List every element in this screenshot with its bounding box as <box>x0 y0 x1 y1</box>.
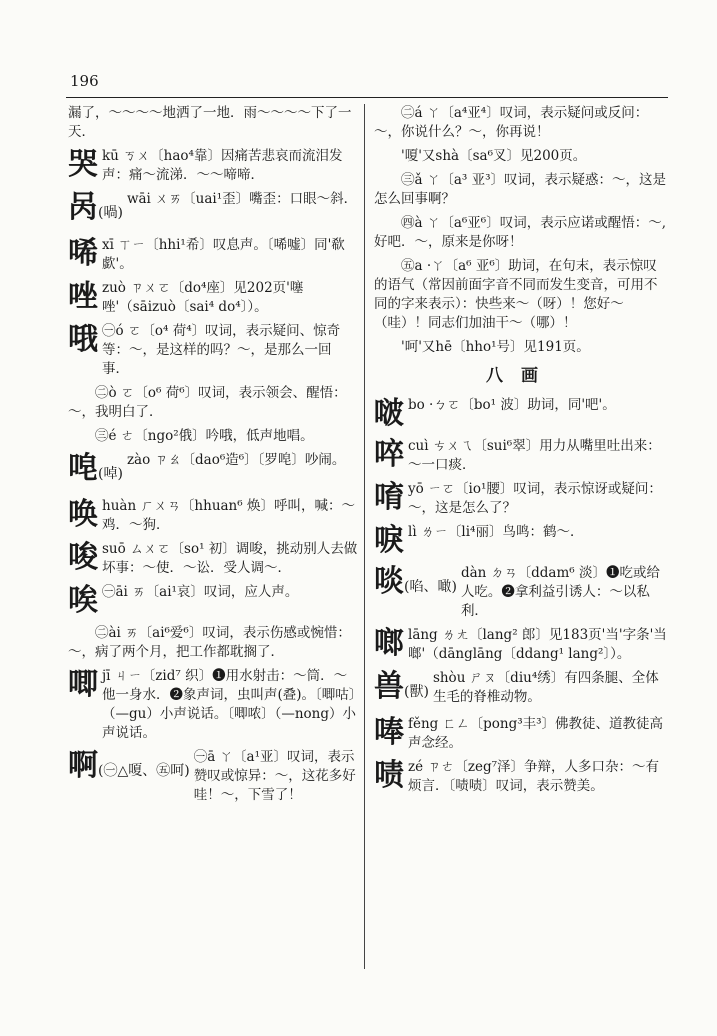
headword <box>374 715 404 751</box>
headword <box>68 279 98 315</box>
dictionary-entry <box>68 236 358 274</box>
dictionary-entry <box>374 564 668 621</box>
definition-paragraph: ㊄a ·ㄚ〔a⁶ 亚⁶〕助词，在句末，表示惊叹的语气（常因前面字音不同而发生变音，可用不同的字来表示）：快些来～（呀）！您好～（哇）！同志们加油干～（哪）！ <box>374 258 658 331</box>
headword <box>68 236 98 272</box>
definition-text: lì ㄌㄧ〔li⁴丽〕鸟鸣：鹤～． <box>408 524 584 540</box>
right-column <box>374 104 668 801</box>
dictionary-entry <box>68 147 358 185</box>
headword-char: 唆 <box>68 540 98 575</box>
headword-variant: (啅) <box>98 466 123 482</box>
headword <box>68 147 98 183</box>
left-column <box>68 104 358 810</box>
headword-char: 呙 <box>68 190 98 225</box>
headword <box>374 758 404 794</box>
dictionary-entry <box>374 669 668 710</box>
headword-variant: (獸) <box>404 684 429 700</box>
dictionary-entry <box>68 583 358 619</box>
headword <box>374 564 457 605</box>
definition-paragraph: ㊂ǎ ㄚ〔a³ 亚³〕叹词，表示疑惑：～，这是怎么回事啊？ <box>374 172 667 207</box>
definition-text: zé ㄗㄜ〔zeg⁷泽〕争辩，人多口杂：～有烦言．〔啧啧〕叹词，表示赞美。 <box>408 759 660 794</box>
headword-char: 啵 <box>374 396 404 431</box>
definition-text: lāng ㄌㄤ〔lang² 郎〕见183页'当'字条'当啷'（dānglāng〔ddang¹ lang²〕）。 <box>408 627 667 662</box>
dictionary-entry <box>374 437 668 475</box>
definition-text: kū ㄎㄨ〔hao⁴靠〕因痛苦悲哀而流泪发声：痛～流涕．～～啼啼． <box>102 148 343 183</box>
page-number: 196 <box>70 72 99 90</box>
definition-text: wāi ㄨㄞ〔uai¹歪〕嘴歪：口眼～斜． <box>126 191 358 207</box>
definition-text: shòu ㄕㄡ〔diu⁴绣〕有四条腿、全体生毛的脊椎动物。 <box>432 670 659 705</box>
stroke-section-heading: 八画 <box>486 366 556 386</box>
dictionary-entry <box>374 480 668 518</box>
dictionary-entry <box>68 667 358 743</box>
headword <box>374 480 404 516</box>
headword-char: 唷 <box>374 480 404 515</box>
headword-char: 哦 <box>68 322 98 357</box>
headword <box>68 667 98 703</box>
headword-char: 唳 <box>374 523 404 558</box>
dictionary-entry <box>374 626 668 664</box>
definition-text: zào ㄗㄠ〔dao⁶造⁶〕〔罗唣〕吵闹。 <box>126 452 346 468</box>
headword-char: 唑 <box>68 279 98 314</box>
dictionary-entry <box>374 396 668 432</box>
headword-char: 兽 <box>374 669 404 704</box>
definition-paragraph: ㊁á ㄚ〔a⁴亚⁴〕叹词，表示疑问或反问：～，你说什么？～，你再说！ <box>374 105 649 140</box>
headword <box>68 451 123 492</box>
definition-paragraph: ㊂é ㄜ〔ngo²俄〕吟哦，低声地唱。 <box>95 428 314 444</box>
dictionary-entry <box>374 523 668 559</box>
definition-paragraph: '呵'又hē〔hho¹号〕见191页。 <box>401 339 590 355</box>
headword-char: 唧 <box>68 667 98 702</box>
headword-char: 唤 <box>68 497 98 532</box>
dictionary-entry <box>68 190 358 231</box>
headword-char: 唣 <box>68 451 98 486</box>
headword <box>374 437 404 473</box>
headword-char: 唉 <box>68 583 98 618</box>
definition-text: jī ㄐㄧ〔zid⁷ 织〕❶用水射击：～筒．～他一身水．❷象声词，虫叫声(叠)。〔唧咕〕（—gu）小声说话。〔唧哝〕（—nong）小声说话。 <box>102 668 356 741</box>
dictionary-entry <box>68 540 358 578</box>
definition-text: bo ·ㄅㄛ〔bo¹ 波〕助词，同'吧'。 <box>408 397 616 413</box>
definition-text: ㊀ā ㄚ〔a¹亚〕叹词，表示赞叹或惊异：～，这花多好哇！～，下雪了！ <box>193 749 356 803</box>
dictionary-entry <box>374 715 668 753</box>
definition-text: suō ㄙㄨㄛ〔so¹ 初〕调唆，挑动别人去做坏事：～使．～讼．受人调～． <box>102 541 358 576</box>
headword <box>374 669 429 710</box>
headword <box>68 583 98 619</box>
headword-char: 啧 <box>374 758 404 793</box>
definition-paragraph: 漏了，～～～～地洒了一地．雨～～～～下了一天． <box>68 105 352 140</box>
headword <box>374 626 404 662</box>
dictionary-entry <box>68 748 358 805</box>
headword-variant: (㊀△嗄、㊄呵) <box>98 763 190 779</box>
definition-paragraph: ㊁ài ㄞ〔ai⁶爱⁶〕叹词，表示伤感或惋惜：～，病了两个月，把工作都耽搁了． <box>68 625 351 660</box>
header-rule <box>66 97 668 98</box>
headword-char: 啖 <box>374 564 404 599</box>
dictionary-entry <box>68 279 358 317</box>
definition-paragraph: ㊃à ㄚ〔a⁶亚⁶〕叹词，表示应诺或醒悟：～,好吧．～，原来是你呀！ <box>374 215 667 250</box>
headword-variant: (啗、噉) <box>404 579 457 595</box>
dictionary-entry <box>68 497 358 535</box>
dictionary-entry <box>68 451 358 492</box>
headword-char: 唏 <box>68 236 98 271</box>
headword-char: 哭 <box>68 147 98 182</box>
headword-variant: (喎) <box>98 205 123 221</box>
definition-paragraph: ㊁ò ㄛ〔o⁶ 荷⁶〕叹词，表示领会、醒悟：～，我明白了． <box>68 385 347 420</box>
headword <box>68 540 98 576</box>
definition-paragraph: '嗄'又shà〔sa⁶叉〕见200页。 <box>401 148 587 164</box>
headword-char: 啷 <box>374 626 404 661</box>
headword <box>68 190 123 231</box>
column-divider <box>364 104 365 969</box>
headword <box>68 497 98 533</box>
definition-text: xī ㄒㄧ〔hhi¹希〕叹息声。〔唏嘘〕同'欷歔'。 <box>102 237 345 272</box>
headword <box>68 748 190 789</box>
dictionary-entry <box>374 758 668 796</box>
headword-char: 唪 <box>374 715 404 750</box>
definition-text: cuì ㄘㄨㄟ〔sui⁶翠〕用力从嘴里吐出来：～一口痰． <box>408 438 661 473</box>
headword-char: 啊 <box>68 748 98 783</box>
dictionary-entry <box>68 322 358 379</box>
definition-text: zuò ㄗㄨㄛ〔do⁴座〕见202页'噻唑'（sāizuò〔sai⁴ do⁴〕）。 <box>102 280 304 315</box>
definition-text: huàn ㄏㄨㄢ〔hhuan⁶ 焕〕呼叫，喊：～鸡．～狗． <box>102 498 355 533</box>
headword <box>68 322 98 358</box>
definition-text: dàn ㄉㄢ〔ddam⁶ 淡〕❶吃或给人吃。❷拿利益引诱人：～以私利． <box>460 565 660 619</box>
definition-text: ㊀ó ㄛ〔o⁴ 荷⁴〕叹词，表示疑问、惊奇等：～，是这样的吗？～，是那么一回事． <box>102 323 341 377</box>
definition-text: yō ㄧㄛ〔io¹腰〕叹词，表示惊讶或疑问：～，这是怎么了？ <box>408 481 662 516</box>
headword-char: 啐 <box>374 437 404 472</box>
definition-text: ㊀āi ㄞ〔ai¹哀〕叹词，应人声。 <box>102 584 299 600</box>
definition-text: fěng ㄈㄥ〔pong³丰³〕佛教徒、道教徒高声念经。 <box>408 716 664 751</box>
headword <box>374 523 404 559</box>
headword <box>374 396 404 432</box>
